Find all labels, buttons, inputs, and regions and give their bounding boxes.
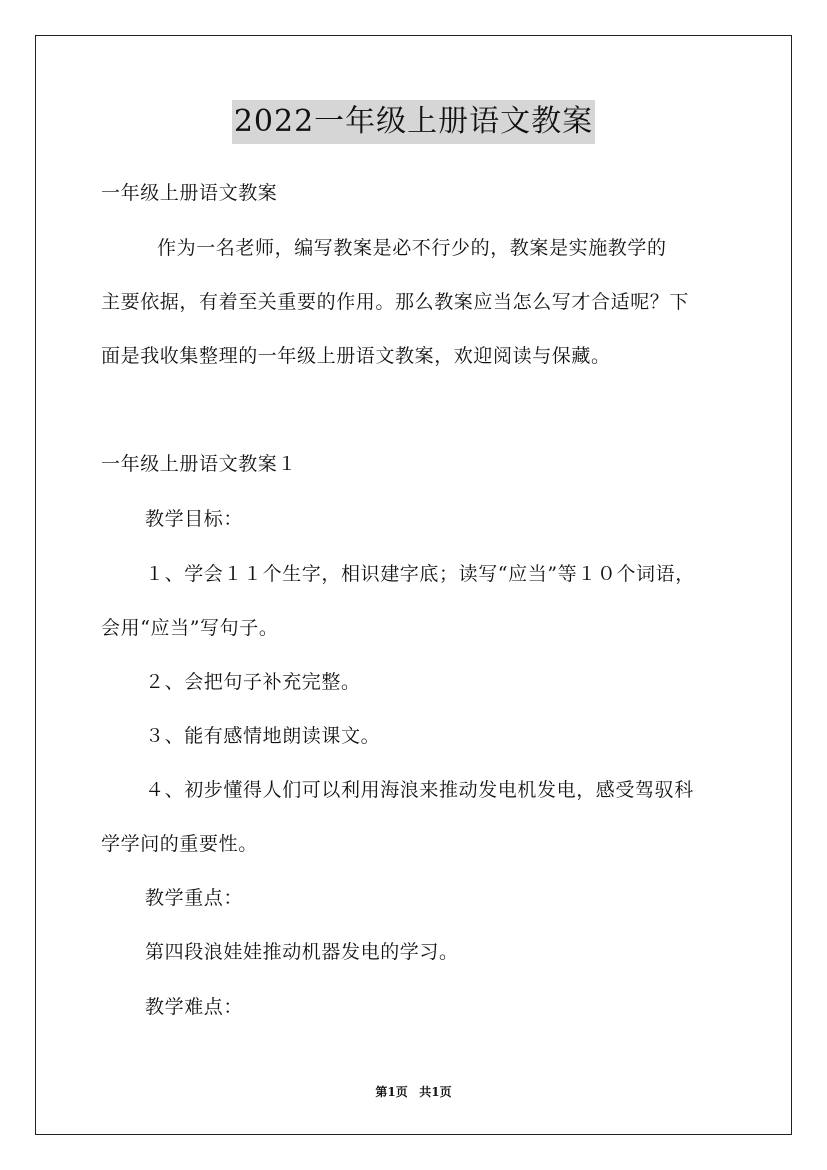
lesson-heading: 一年级上册语文教案１ <box>101 453 298 475</box>
page-total: 共1页 <box>419 1085 452 1099</box>
intro-line-3: 面是我收集整理的一年级上册语文教案，欢迎阅读与保藏。 <box>101 345 611 367</box>
goal-3: ３、能有感情地朗读课文。 <box>145 725 381 747</box>
goal-1-line-1: １、学会１１个生字，相识建字底；读写“应当”等１０个词语， <box>145 563 695 585</box>
key-point-text: 第四段浪娃娃推动机器发电的学习。 <box>145 941 459 963</box>
document-title: 2022一年级上册语文教案 <box>232 100 595 144</box>
intro-line-2: 主要依据，有着至关重要的作用。那么教案应当怎么写才合适呢？下 <box>101 291 690 313</box>
page-footer <box>0 1084 827 1100</box>
goal-2: ２、会把句子补充完整。 <box>145 671 361 693</box>
intro-line-1: 作为一名老师，编写教案是必不行少的，教案是实施教学的 <box>157 237 667 259</box>
section-heading: 一年级上册语文教案 <box>101 182 278 204</box>
key-point-label: 教学重点： <box>145 887 244 909</box>
goal-4-line-1: ４、初步懂得人们可以利用海浪来推动发电机发电，感受驾驭科 <box>145 779 694 801</box>
page-number: 第1页 <box>375 1085 408 1099</box>
title-area <box>0 100 827 144</box>
goal-1-line-2: 会用“应当”写句子。 <box>101 617 279 639</box>
difficulty-label: 教学难点： <box>145 996 244 1018</box>
goal-4-line-2: 学学问的重要性。 <box>101 833 258 855</box>
goals-label: 教学目标： <box>145 508 244 530</box>
